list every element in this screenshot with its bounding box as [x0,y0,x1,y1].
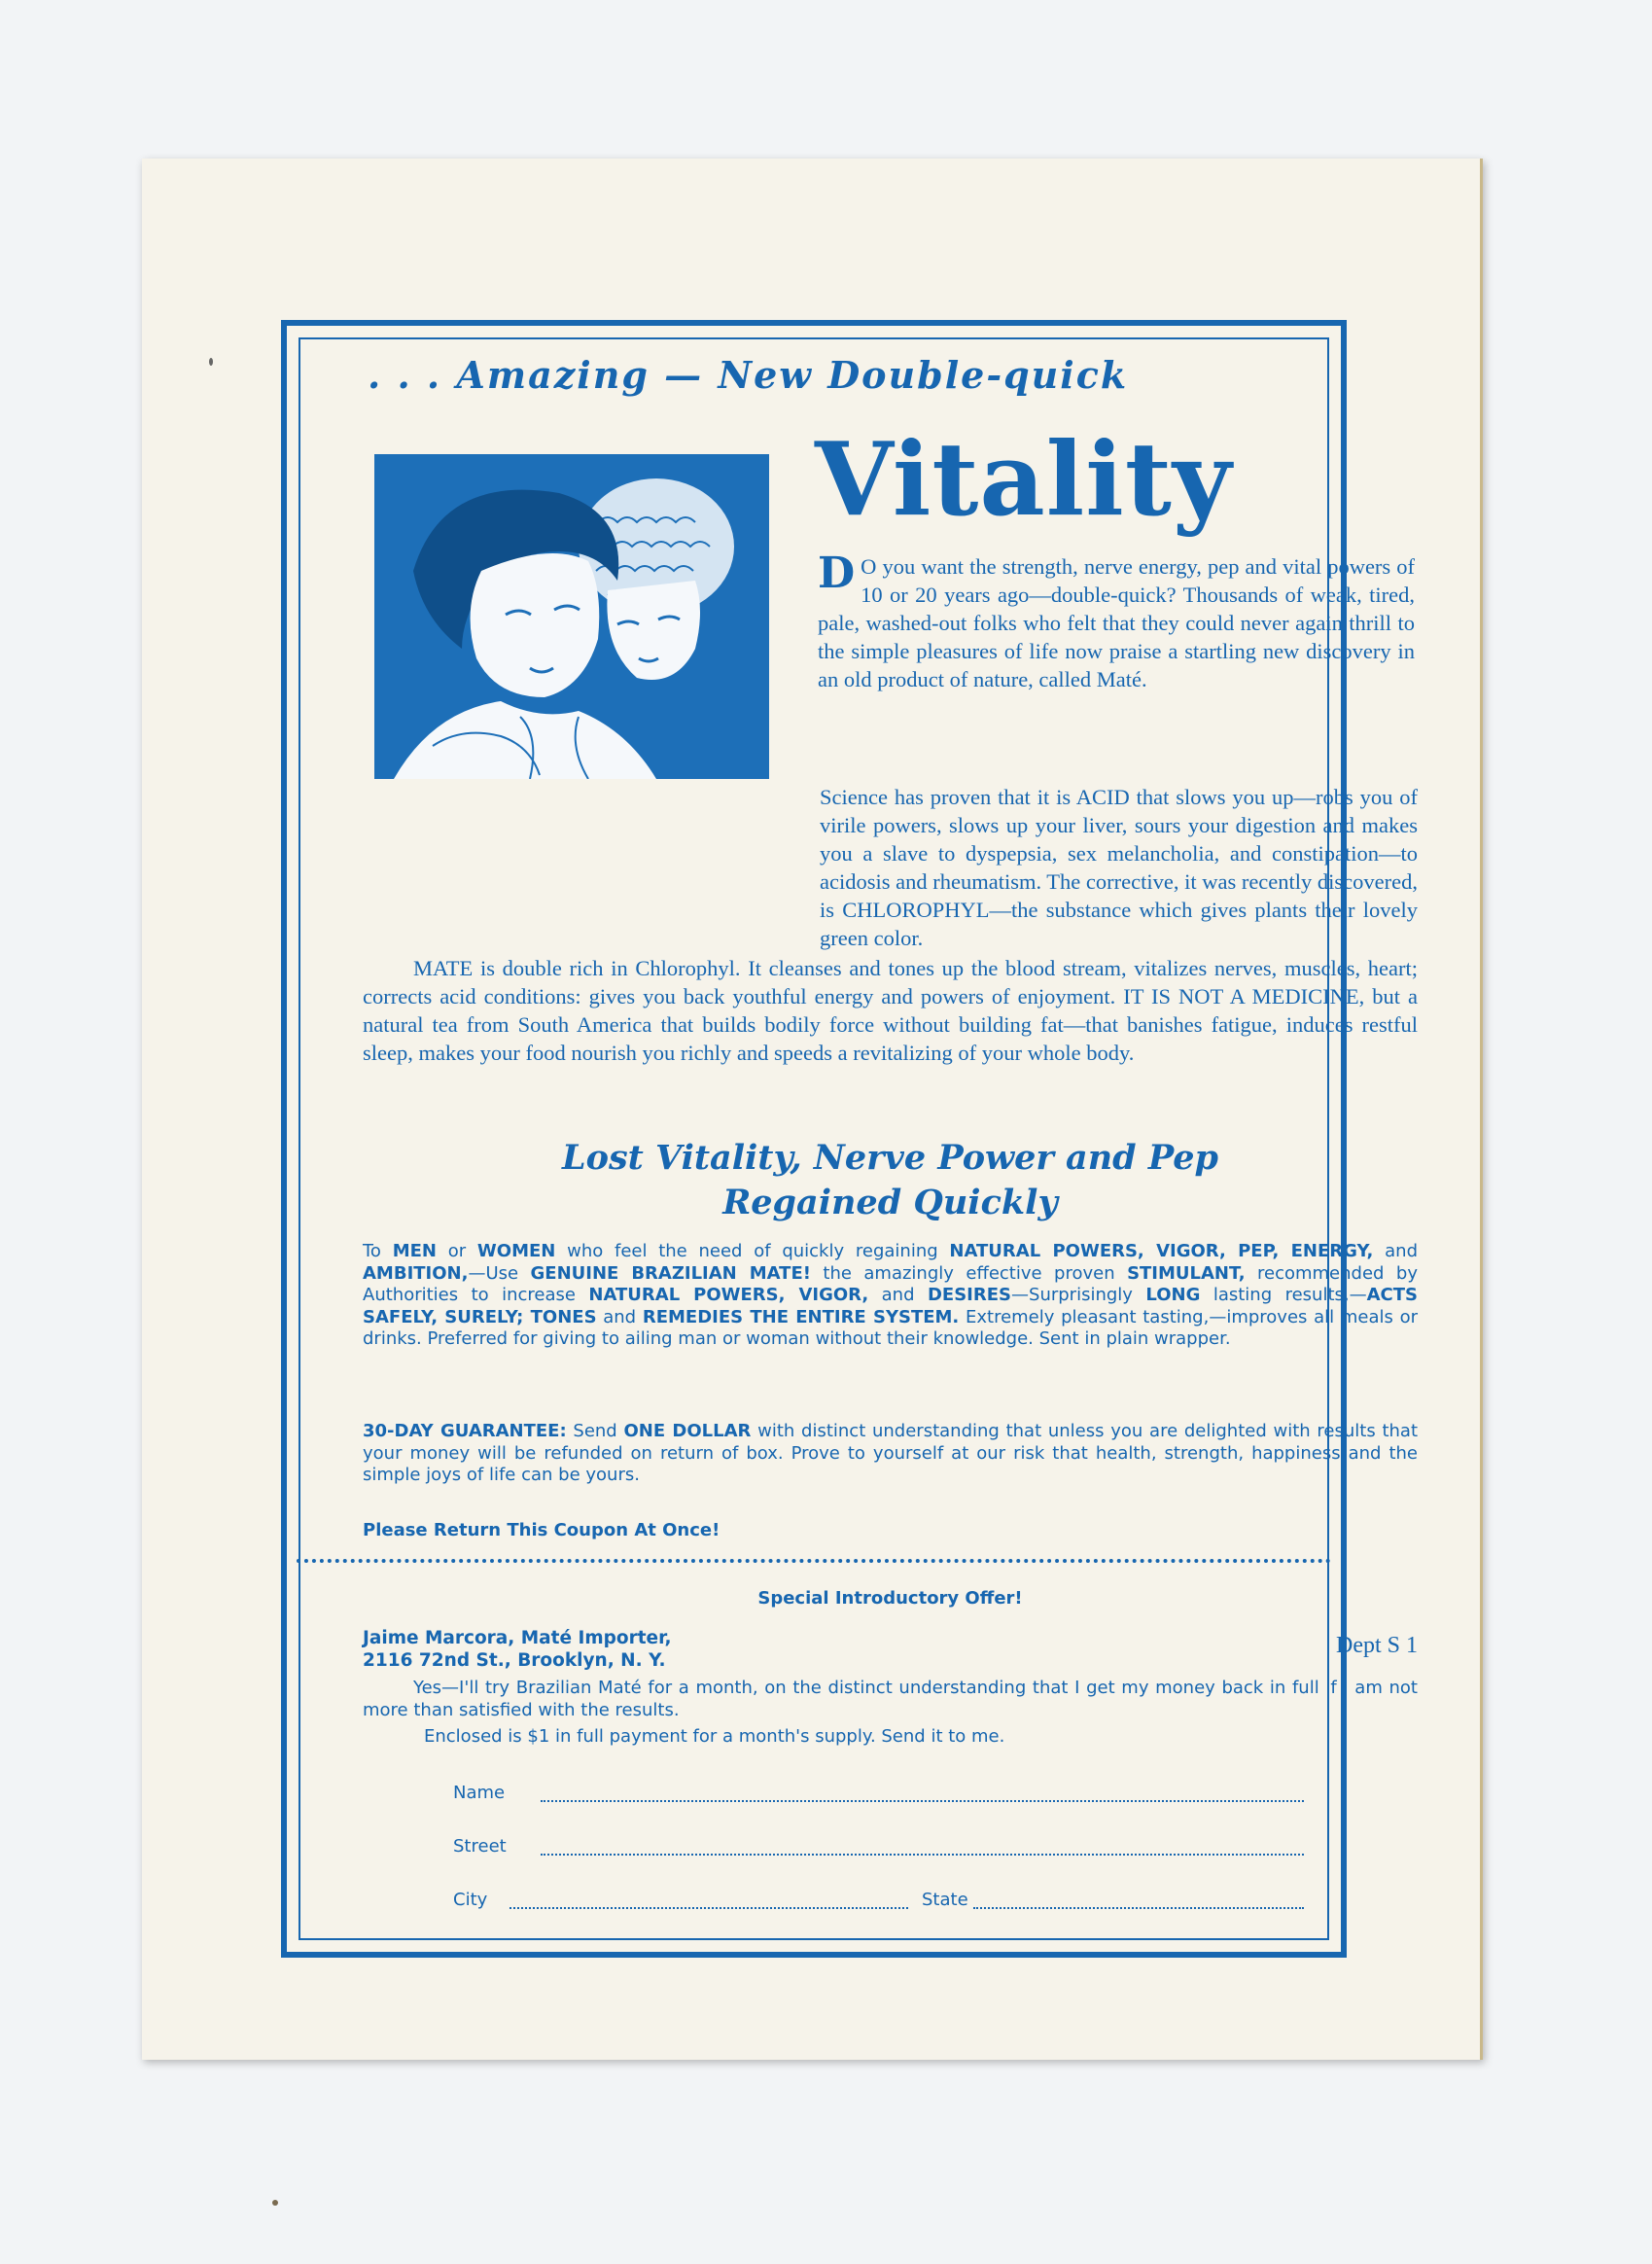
sales-text: —Surprisingly [1011,1285,1146,1305]
mate-paragraph: MATE is double rich in Chlorophyl. It cleanses and tones up the blood stream, vitalizes nerves, muscles, heart; corrects acid conditions: gives you back youthful energy and powers of enjoyment. IT IS NOT A MEDICINE, but a natural tea from South America that builds bodily force without building fat—that banishes fatigue, induces restful sleep, makes your food nourish you richly and speeds a revitalizing of your whole body. [363,956,1418,1065]
science-paragraph-text: Science has proven that it is ACID that slows you up—robs you of virile powers, slows up your liver, sours your digestion and makes you a slave to dyspepsia, sex melancholia, and constipation—to acidosis and rheumatism. The corrective, it was recently discovered, is CHLOROPHYL—the substance which gives plants their lovely green color. [820,785,1418,950]
sales-bold: NATURAL POWERS, VIGOR, [588,1285,869,1305]
sub-headline-line-2: Regained Quickly [722,1183,1058,1222]
ad-title: Vitality [815,419,1233,539]
guarantee-paragraph [363,1421,1418,1487]
coupon-yes-text: Yes—I'll try Brazilian Maté for a month, on the distinct understanding that I get my money back in full if I am not more than satisfied with the results. [363,1678,1418,1720]
science-indent-wrapper [363,783,1418,952]
guarantee-bold: ONE DOLLAR [623,1421,752,1441]
guarantee-text: Send [566,1421,624,1441]
magazine-back-cover [142,159,1483,2060]
sales-text: and [868,1285,928,1305]
sales-text: lasting results,— [1200,1285,1367,1305]
sub-headline-line-1: Lost Vitality, Nerve Power and Pep [562,1138,1218,1178]
sales-text: the amazingly effective proven [810,1262,1128,1284]
sales-text: To [363,1241,393,1261]
sub-headline [363,1136,1418,1225]
two-women-illustration [374,454,769,779]
sales-text: Extremely pleasant tasting,—improves all meals or drinks. Preferred for giving to ailing man or woman without their knowledge. Sent in plain wrapper. [363,1306,1418,1349]
street-field-row[interactable] [453,1836,1418,1865]
illustration-drawing [374,454,769,779]
importer-address [363,1627,849,1672]
sales-bold: STIMULANT, [1127,1262,1246,1284]
street-label: Street [453,1836,507,1857]
name-field-row[interactable] [453,1783,1418,1812]
drop-cap: D [818,548,856,598]
intro-paragraph [818,548,1415,693]
street-fill-line[interactable] [541,1854,1304,1856]
science-paragraph [363,783,1418,952]
name-label: Name [453,1783,506,1803]
sales-text: —Use [468,1262,531,1284]
sales-bold: REMEDIES THE ENTIRE SYSTEM. [642,1306,960,1327]
intro-paragraph-text: O you want the strength, nerve energy, pep and vital powers of 10 or 20 years ago—double-quick? Thousands of weak, tired, pale, washed-out folks who felt that they could never again thrill to the simple pleasures of life now praise a startling new discovery in an old product of nature, called Maté. [818,554,1415,691]
sales-bold: LONG [1145,1285,1201,1305]
ad-headline: . . . Amazing — New Double-quick [368,353,1129,397]
dept-code: Dept S 1 [1336,1633,1418,1658]
coupon-enclosed-text: Enclosed is $1 in full payment for a month's supply. Send it to me. [424,1726,1005,1747]
sales-bold: WOMEN [476,1241,556,1261]
sales-bold: NATURAL POWERS, VIGOR, PEP, ENERGY, [949,1241,1374,1261]
paper-speck [209,358,213,366]
sales-text: or [436,1241,477,1261]
sales-bold: GENUINE BRAZILIAN MATE! [530,1262,811,1284]
special-offer-heading: Special Introductory Offer! [757,1588,1023,1609]
sales-bold: DESIRES [927,1285,1012,1305]
address-line-2: 2116 72nd St., Brooklyn, N. Y. [363,1650,666,1671]
sales-paragraph [363,1241,1418,1351]
sales-text: who feel the need of quickly regaining [555,1241,950,1261]
sales-bold: ACTS SAFELY, SURELY; TONES [363,1285,1418,1327]
guarantee-bold: 30-DAY GUARANTEE: [363,1421,567,1441]
sales-bold: AMBITION, [363,1262,469,1284]
name-fill-line[interactable] [541,1800,1304,1802]
return-coupon-note: Please Return This Coupon At Once! [363,1520,721,1540]
coupon-cut-line [297,1559,1331,1563]
guarantee-text: with distinct understanding that unless you are delighted with results that your money will be refunded on return of box. Prove to yourself at our risk that health, strength, happiness and the simple joys of life can be yours. [363,1421,1418,1485]
sales-text: recommended by Authorities to increase [363,1262,1418,1305]
state-label: State [922,1890,968,1910]
state-fill-line[interactable] [973,1907,1304,1909]
sales-text: and [596,1306,643,1327]
sales-bold: MEN [392,1241,437,1261]
sales-text: and [1373,1241,1419,1261]
address-line-1: Jaime Marcora, Maté Importer, [363,1628,672,1648]
city-fill-line[interactable] [510,1907,908,1909]
city-label: City [453,1890,488,1910]
paper-speck [272,2200,278,2206]
city-state-field-row[interactable] [453,1890,1418,1919]
